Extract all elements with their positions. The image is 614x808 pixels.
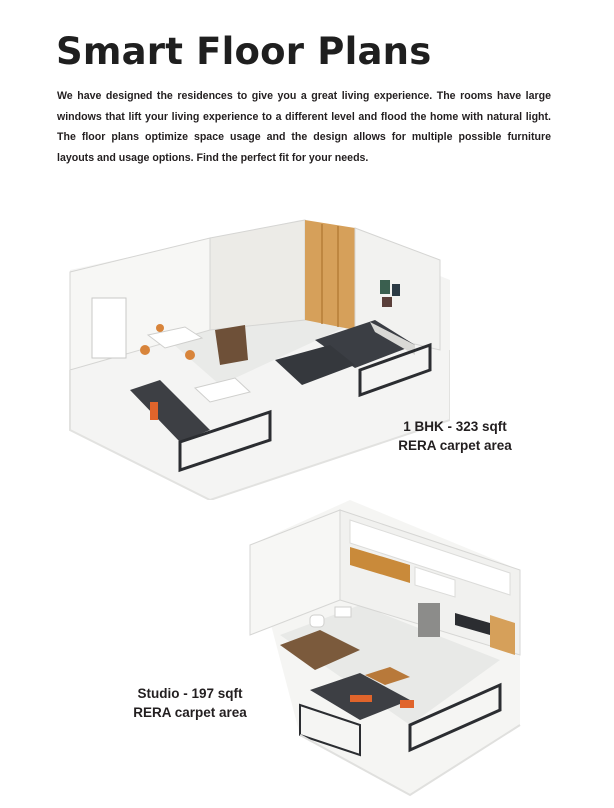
plan-type-label: 1 BHK - 323 sqft xyxy=(403,419,507,434)
plan-area-label: RERA carpet area xyxy=(133,705,247,720)
page-title: Smart Floor Plans xyxy=(56,30,432,73)
plan-area-label: RERA carpet area xyxy=(398,438,512,453)
plan-type-label: Studio - 197 sqft xyxy=(137,686,243,701)
plan-caption-studio xyxy=(115,684,265,722)
floor-plan-studio-image xyxy=(240,495,540,800)
plan-caption-1bhk xyxy=(380,417,530,455)
intro-paragraph: We have designed the residences to give you a great living experience. The rooms have large windows that lift your living experience to a different level and flood the home with natural light. The floor plans optimize space usage and the design allows for multiple possible furniture layouts and usage options. Find the perfect fit for your needs. xyxy=(57,90,551,164)
